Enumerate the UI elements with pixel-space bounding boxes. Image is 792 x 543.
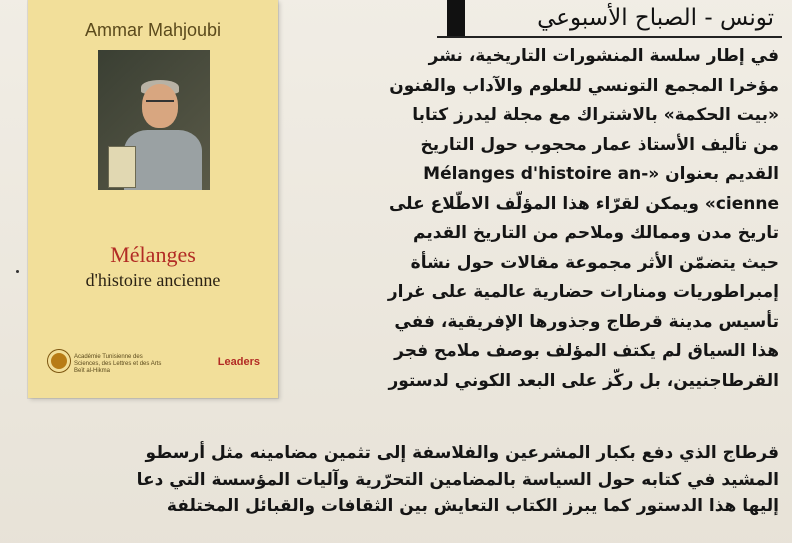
- article-line: قرطاج الذي دفع بكبار المشرعين والفلاسفة إلى تثمين مضامينه مثل أرسطو: [145, 443, 779, 463]
- article-line: إمبراطوريات ومنارات حضارية عالمية على غرار: [387, 282, 779, 302]
- article-line: حيث يتضمّن الأثر مجموعة مقالات حول نشأة: [410, 252, 779, 273]
- article-line: إليها هذا الدستور كما يبرز الكتاب التعايش بين الثقافات والقبائل المختلفة: [166, 496, 779, 516]
- article-line: cienne» ويمكن لقرّاء هذا المؤلّف الاطّلاع على: [388, 193, 779, 214]
- article-line: القرطاجنيين، بل ركّز على البعد الكوني لدستور: [388, 370, 779, 391]
- article-line: القديم بعنوان «-Mélanges d'histoire an: [423, 164, 779, 184]
- article-line: من تأليف الأستاذ عمار محجوب حول التاريخ: [420, 134, 779, 155]
- article-line: المشيد في كتابه حول السياسة بالمضامين التحرّرية وآليات المؤسسة التي دعا: [136, 469, 779, 490]
- book-cover: [28, 0, 278, 398]
- column-dot: [16, 270, 19, 273]
- section-header: [437, 0, 782, 38]
- author-photo: [98, 50, 210, 190]
- article-column-full: [8, 440, 779, 520]
- section-title: تونس - الصباح الأسبوعي: [537, 5, 774, 31]
- article-line: في إطار سلسة المنشورات التاريخية، نشر: [428, 46, 779, 66]
- article-line: تأسيس مدينة قرطاج وجذورها الإفريقية، ففي: [394, 311, 779, 332]
- cover-title: Mélanges: [110, 242, 196, 267]
- article-line: تاريخ مدن وممالك وملاحم من التاريخ القديم: [413, 223, 779, 243]
- article-line: هذا السياق لم يكتف المؤلف بوصف ملامح فجر: [394, 341, 779, 361]
- academy-logo-icon: [48, 350, 70, 372]
- cover-publisher: Leaders: [217, 356, 260, 368]
- cover-author: Ammar Mahjoubi: [84, 20, 222, 40]
- cover-subtitle: d'histoire ancienne: [85, 270, 221, 290]
- article-column-right: [286, 42, 779, 396]
- cover-academy-name: Académie Tunisienne des Sciences, des Lettres et des Arts Beït al-Hikma: [74, 354, 162, 374]
- article-line: مؤخرا المجمع التونسي للعلوم والآداب والفنون: [389, 75, 779, 96]
- header-bar: [447, 0, 465, 36]
- article-line: «بيت الحكمة» بالاشتراك مع مجلة ليدرز كتابا: [412, 105, 779, 125]
